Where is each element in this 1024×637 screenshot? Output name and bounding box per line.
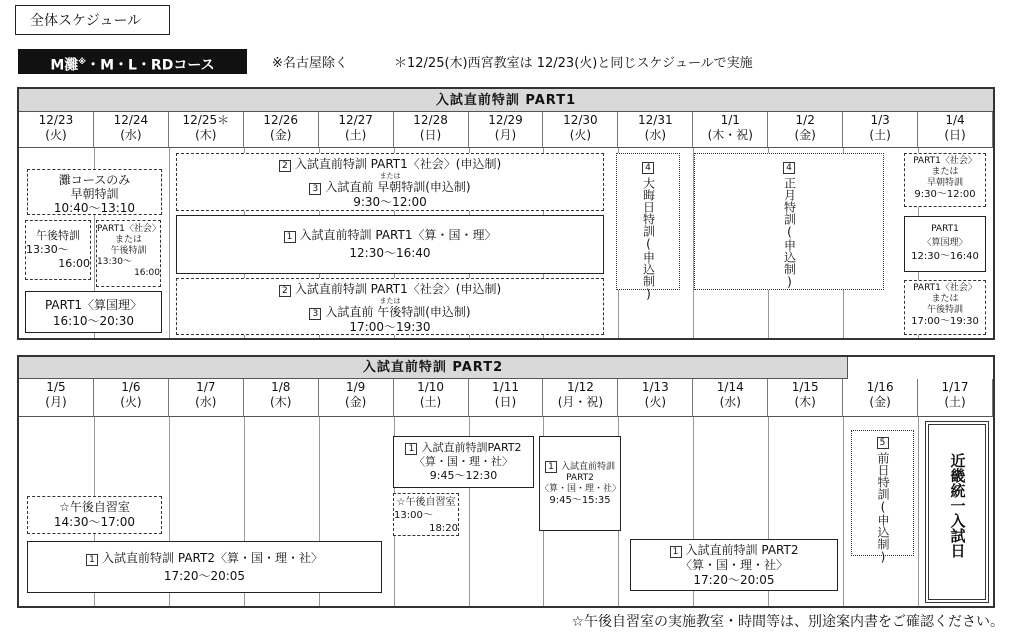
- day-weekday: (月): [494, 128, 517, 142]
- day-header: [843, 112, 918, 148]
- weekday-main-block: 1 入試直前特訓 PART2〈算・国・理・社〉 17:20〜20:05: [27, 541, 382, 593]
- day-header: [19, 112, 94, 148]
- day-header: [618, 112, 693, 148]
- kinki-exam-day-block: 近畿統一入試日: [925, 421, 989, 603]
- day-date: 1/1: [720, 113, 740, 127]
- day-header: [394, 379, 469, 417]
- day-date: 1/7: [196, 380, 216, 394]
- social-or-pm-block: PART1〈社会〉 または 午後特訓 13:30〜 16:00: [96, 220, 161, 287]
- day-header: [543, 379, 618, 417]
- day-weekday: (月): [45, 395, 67, 409]
- pm-special-block: 午後特訓 13:30〜 16:00: [25, 220, 91, 280]
- day-weekday: (金): [869, 395, 891, 409]
- day-weekday: (木・祝): [707, 128, 753, 142]
- page-title: 全体スケジュール: [15, 5, 170, 35]
- day-date: 1/8: [271, 380, 291, 394]
- omisoka-block: 4 大晦日特訓(申込制): [616, 153, 680, 290]
- day-weekday: (土): [344, 128, 367, 142]
- day-date: 1/11: [492, 380, 519, 394]
- day-header: [768, 112, 843, 148]
- day-weekday: (水): [120, 128, 142, 142]
- day-date: 1/13: [641, 380, 669, 394]
- day-date: 12/24: [113, 113, 149, 127]
- day-weekday: (金): [270, 128, 292, 142]
- day-header: [768, 379, 843, 417]
- day-weekday: (土): [869, 128, 891, 142]
- day-weekday: (火): [120, 395, 142, 409]
- day-header: [394, 112, 469, 148]
- day-date: 1/12: [566, 380, 594, 394]
- day-header: [94, 379, 169, 417]
- zenjitsu-block: 5 前日特訓(申込制): [851, 430, 914, 556]
- day-header: [693, 112, 768, 148]
- jan4-main-block: PART1 〈算国理〉 12:30〜16:40: [904, 216, 986, 272]
- day-header: [244, 379, 319, 417]
- jan10-self-study-block: ☆午後自習室 13:00〜 18:20: [393, 493, 459, 536]
- day-header: [469, 379, 544, 417]
- day-date: 12/25＊: [182, 113, 230, 127]
- day-date: 12/30: [563, 113, 598, 127]
- day-header: [169, 379, 244, 417]
- day-date: 1/3: [870, 113, 890, 127]
- grid-line: [169, 148, 170, 338]
- main-block: 1 入試直前特訓 PART1〈算・国・理〉 12:30〜16:40: [176, 215, 604, 274]
- day-weekday: (木): [794, 395, 816, 409]
- footer-note: ☆午後自習室の実施教室・時間等は、別途案内書をご確認ください。: [571, 614, 1004, 630]
- part2-title: 入試直前特訓 PART2: [19, 357, 848, 379]
- self-study-block: ☆午後自習室 14:30〜17:00: [27, 496, 162, 534]
- grid-line: [843, 417, 844, 606]
- day-date: 1/4: [945, 113, 965, 127]
- day-weekday: (金): [344, 395, 367, 409]
- day-date: 12/29: [488, 113, 523, 127]
- day-date: 1/6: [121, 380, 141, 394]
- day-header: [94, 112, 169, 148]
- grid-line: [918, 417, 919, 606]
- day-weekday: (日): [944, 128, 966, 142]
- part2-section: [17, 355, 995, 608]
- day-weekday: (火): [569, 128, 592, 142]
- day-weekday: (木): [195, 128, 217, 142]
- jan12-main-block: 1 入試直前特訓 PART2 〈算・国・理・社〉 9:45〜15:35: [539, 436, 621, 531]
- day-weekday: (日): [419, 128, 442, 142]
- jan4-morning-block: PART1〈社会〉 または 早朝特訓 9:30〜12:00: [904, 153, 986, 207]
- note-nishinomiya: ＊12/25(木)西宮教室は 12/23(火)と同じスケジュールで実施: [394, 56, 753, 71]
- day-date: 12/28: [413, 113, 448, 127]
- day-date: 1/9: [345, 380, 366, 394]
- day-weekday: (水): [195, 395, 217, 409]
- shogatsu-block: 4 正月特訓(申込制): [694, 153, 884, 290]
- jan10-main-block: 1 入試直前特訓PART2 〈算・国・理・社〉 9:45〜12:30: [393, 436, 534, 488]
- sankokuri-evening-block: PART1〈算国理〉 16:10〜20:30: [25, 291, 162, 333]
- day-weekday: (日): [494, 395, 517, 409]
- day-weekday: (水): [644, 128, 667, 142]
- morning-block: 2 入試直前特訓 PART1〈社会〉(申込制) または 3 入試直前 早朝特訓(申込制) 9:30〜12:00: [176, 153, 604, 211]
- day-date: 1/10: [417, 380, 445, 394]
- day-header: [19, 379, 94, 417]
- day-date: 12/23: [38, 113, 74, 127]
- jan4-pm-block: PART1〈社会〉 または 午後特訓 17:00〜19:30: [904, 280, 986, 335]
- part1-title: 入試直前特訓 PART1: [19, 89, 993, 112]
- course-label: M灘※・M・L・RDコース: [18, 49, 247, 74]
- day-date: 1/14: [716, 380, 744, 394]
- late-main-block: 1 入試直前特訓 PART2 〈算・国・理・社〉 17:20〜20:05: [630, 539, 838, 591]
- nada-morning-block: 灘コースのみ 早朝特訓 10:40〜13:10: [27, 169, 162, 215]
- day-header: [693, 379, 768, 417]
- day-date: 12/26: [263, 113, 299, 127]
- day-date: 1/5: [46, 380, 66, 394]
- day-weekday: (月・祝): [557, 395, 604, 409]
- part1-section: [17, 87, 995, 340]
- day-header: [319, 112, 394, 148]
- day-header: [469, 112, 544, 148]
- day-weekday: (水): [719, 395, 741, 409]
- day-date: 12/31: [638, 113, 673, 127]
- day-header: [618, 379, 693, 417]
- evening-block: 2 入試直前特訓 PART1〈社会〉(申込制) または 3 入試直前 午後特訓(申込制) 17:00〜19:30: [176, 278, 604, 335]
- note-nagoya: ※名古屋除く: [272, 56, 348, 71]
- day-header: [244, 112, 319, 148]
- day-header: [918, 112, 993, 148]
- day-date: 1/16: [866, 380, 894, 394]
- day-weekday: (土): [419, 395, 442, 409]
- day-date: 12/27: [338, 113, 373, 127]
- day-header: [319, 379, 394, 417]
- day-weekday: (土): [944, 395, 966, 409]
- day-header: [543, 112, 618, 148]
- day-date: 1/15: [791, 380, 819, 394]
- day-header: [918, 379, 993, 417]
- day-weekday: (火): [45, 128, 67, 142]
- day-weekday: (木): [270, 395, 292, 409]
- day-header: [843, 379, 918, 417]
- day-header: [169, 112, 244, 148]
- day-date: 1/2: [795, 113, 815, 127]
- day-weekday: (火): [644, 395, 667, 409]
- day-weekday: (金): [794, 128, 816, 142]
- day-date: 1/17: [941, 380, 969, 394]
